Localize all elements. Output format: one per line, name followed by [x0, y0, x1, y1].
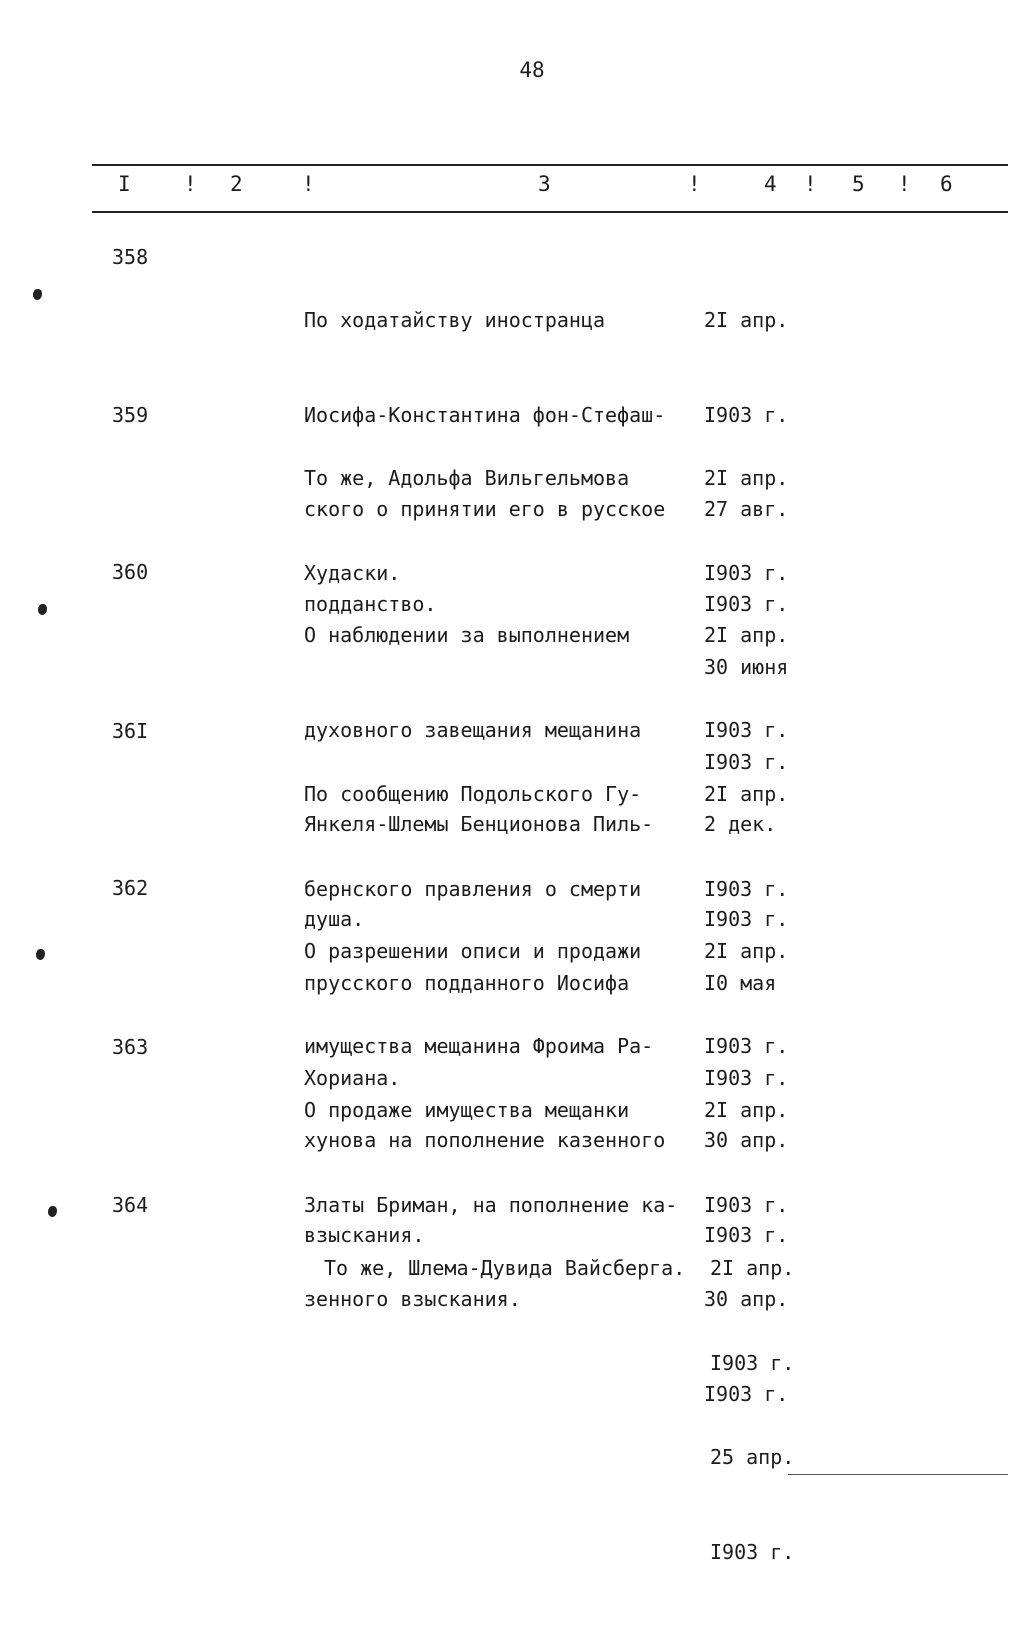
end-year: I903 г. — [704, 749, 789, 774]
column-header-2: 2 — [230, 172, 243, 196]
end-year: I903 г. — [704, 1381, 789, 1406]
description-line: По сообщению Подольского Гу- — [304, 782, 642, 806]
record-number: 363 — [112, 1035, 149, 1059]
start-day: 2I апр. — [704, 939, 789, 963]
description-line: душа. — [304, 906, 365, 931]
description-line: Иосифа-Константина фон-Стефаш- — [304, 402, 666, 427]
page-number: 48 — [519, 58, 545, 82]
start-year: I903 г. — [704, 876, 789, 901]
start-day: 2I апр. — [704, 623, 789, 647]
column-header-5: 5 — [852, 172, 865, 196]
record-description — [324, 1190, 685, 1348]
description-line: О наблюдении за выполнением — [304, 623, 630, 647]
end-day: 25 апр. — [710, 1445, 795, 1469]
description-line: ского о принятии его в русское — [304, 497, 666, 521]
start-year: I903 г. — [704, 1192, 789, 1217]
description-line: О разрешении описи и продажи — [304, 939, 642, 963]
column-separator: ! — [184, 172, 197, 196]
start-day: 2I апр. — [704, 308, 789, 332]
description-line: духовного завещания мещанина — [304, 717, 642, 742]
record-number: 364 — [112, 1193, 149, 1217]
end-day: 27 авг. — [704, 497, 789, 521]
description-line: хунова на пополнение казенного — [304, 1128, 666, 1152]
column-separator: ! — [898, 172, 911, 196]
end-year: I903 г. — [704, 906, 789, 931]
end-year: I903 г. — [704, 591, 789, 616]
end-year: I903 г. — [704, 1222, 789, 1247]
column-header-4: 4 — [764, 172, 777, 196]
start-day: 2I апр. — [710, 1256, 795, 1280]
column-separator: ! — [688, 172, 701, 196]
description-line: прусского подданного Иосифа — [304, 971, 630, 995]
column-header-6: 6 — [940, 172, 953, 196]
footer-rule — [788, 1474, 1008, 1475]
column-header-3: 3 — [538, 172, 551, 196]
start-year: I903 г. — [710, 1350, 795, 1375]
description-line: То же, Шлема-Дувида Вайсберга. — [324, 1256, 686, 1280]
record-number: 360 — [112, 560, 149, 584]
column-separator: ! — [302, 172, 315, 196]
header-rule-top — [92, 164, 1008, 166]
description-line: Хориана. — [304, 1065, 401, 1090]
binding-speck — [38, 604, 47, 615]
description-line: То же, Адольфа Вильгельмова — [304, 466, 630, 490]
column-header-1: I — [118, 172, 131, 196]
description-line: Златы Бриман, на пополнение ка- — [304, 1192, 678, 1217]
end-year: I903 г. — [710, 1539, 795, 1564]
start-day: 2I апр. — [704, 782, 789, 806]
description-line: имущества мещанина Фроима Ра- — [304, 1033, 654, 1058]
end-day: 2 дек. — [704, 812, 777, 836]
record-number: 36I — [112, 719, 149, 743]
start-day: 2I апр. — [704, 466, 789, 490]
header-rule-bottom — [92, 211, 1008, 213]
end-year: I903 г. — [704, 1065, 789, 1090]
description-line: бернского правления о смерти — [304, 876, 642, 901]
start-year: I903 г. — [704, 717, 789, 742]
description-line: По ходатайству иностранца — [304, 308, 606, 332]
description-line: Янкеля-Шлемы Бенционова Пиль- — [304, 812, 654, 836]
record-number: 359 — [112, 403, 149, 427]
column-separator: ! — [804, 172, 817, 196]
binding-speck — [33, 289, 42, 300]
start-year: I903 г. — [704, 1033, 789, 1058]
binding-speck — [48, 1206, 57, 1217]
description-line: Худаски. — [304, 560, 401, 585]
end-day: I0 мая — [704, 971, 777, 995]
start-year: I903 г. — [704, 560, 789, 585]
record-number: 362 — [112, 876, 149, 900]
record-number: 358 — [112, 245, 149, 269]
end-day: 30 апр. — [704, 1287, 789, 1311]
description-line: взыскания. — [304, 1222, 425, 1247]
binding-speck — [36, 949, 45, 960]
end-day: 30 июня — [704, 655, 789, 679]
description-line: подданство. — [304, 591, 437, 616]
end-day: 30 апр. — [704, 1128, 789, 1152]
description-line: О продаже имущества мещанки — [304, 1098, 630, 1122]
description-line: зенного взыскания. — [304, 1287, 521, 1311]
start-day: 2I апр. — [704, 1098, 789, 1122]
start-year: I903 г. — [704, 402, 789, 427]
record-dates — [710, 1190, 794, 1631]
